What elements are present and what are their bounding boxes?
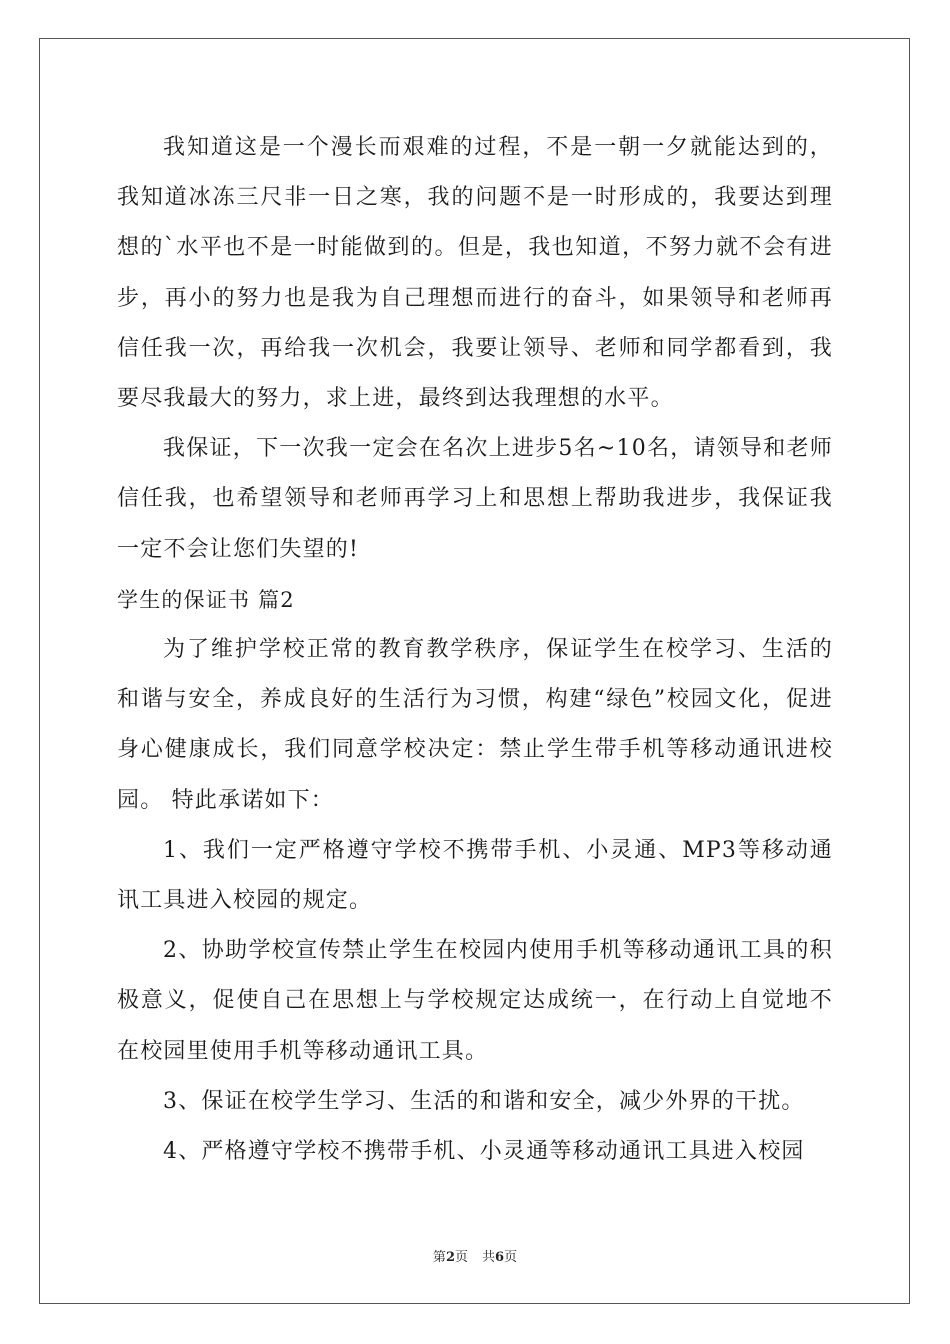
page-label-prefix: 第 [432, 1250, 446, 1265]
section-heading: 学生的保证书 篇2 [117, 587, 295, 612]
list-item: 4、严格遵守学校不携带手机、小灵通等移动通讯工具进入校园 [163, 1139, 805, 1165]
list-item: 3、保证在校学生学习、生活的和谐和安全，减少外界的干扰。 [163, 1088, 805, 1114]
document-body [117, 123, 833, 1177]
list-item: 1、我们一定严格遵守学校不携带手机、小灵通、MP3等移动通讯工具进入校园的规定。 [117, 837, 833, 914]
paragraph: 我知道这是一个漫长而艰难的过程，不是一朝一夕就能达到的，我知道冰冻三尺非一日之寒，我的问题不是一时形成的，我要达到理想的`水平也不是一时能做到的。但是，我也知道，不努力就不会有进步，再小的努力也是我为自己理想而进行的奋斗，如果领导和老师再信任我一次，再给我一次机会，我要让领导、老师和同学都看到，我要尽我最大的努力，求上进，最终到达我理想的水平。 [117, 135, 833, 412]
list-item: 2、协助学校宣传禁止学生在校园内使用手机等移动通讯工具的积极意义，促使自己在思想上与学校规定达成统一，在行动上自觉地不在校园里使用手机等移动通讯工具。 [117, 938, 833, 1064]
total-label-suffix: 页 [504, 1250, 518, 1265]
page-total: 6 [495, 1250, 505, 1265]
paragraph: 为了维护学校正常的教育教学秩序，保证学生在校学习、生活的和谐与安全，养成良好的生活行为习惯，构建“绿色”校园文化，促进身心健康成长，我们同意学校决定：禁止学生带手机等移动通讯进校园。 特此承诺如下： [117, 637, 833, 813]
page-label-suffix: 页 [454, 1250, 468, 1265]
page-number: 2 [445, 1250, 455, 1265]
page-footer [0, 1246, 950, 1265]
paragraph: 我保证，下一次我一定会在名次上进步5名~10名，请领导和老师信任我，也希望领导和老师再学习上和思想上帮助我进步，我保证我一定不会让您们失望的! [117, 436, 833, 562]
total-label-prefix: 共 [482, 1250, 496, 1265]
